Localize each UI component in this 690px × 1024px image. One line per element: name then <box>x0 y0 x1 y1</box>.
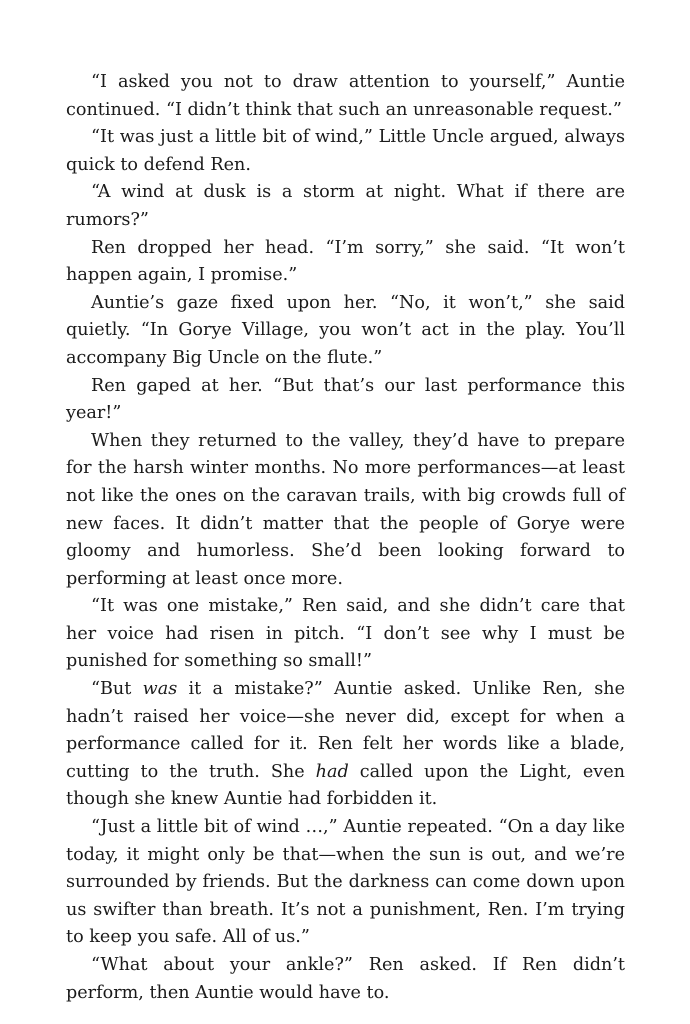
paragraph <box>66 235 625 290</box>
paragraph <box>66 593 625 676</box>
text-run: Auntie’s gaze fixed upon her. “No, it won’t,” she said quietly. “In Gorye Village, you won’t act in the play. You’ll accompany Big Uncle on the flute.” <box>66 292 625 368</box>
paragraph <box>66 676 625 814</box>
paragraph <box>66 179 625 234</box>
text-run: called upon the Light, even though she knew Auntie had forbidden it. <box>66 761 625 810</box>
text-run: “It was just a little bit of wind,” Little Uncle argued, always quick to defend Ren. <box>66 127 625 175</box>
text-run: When they returned to the valley, they’d have to prepare for the harsh winter months. No more performances—at least not like the ones on the caravan trails, with big crowds full of new faces. It didn’t matter that the people of Gorye were gloomy and humorless. She’d been looking forward to performing at least once more. <box>66 430 625 589</box>
text-run: “But <box>91 679 143 700</box>
text-run: “I asked you not to draw attention to yourself,” Auntie continued. “I didn’t think that such an unreasonable request.” <box>66 72 625 120</box>
text-run: “A wind at dusk is a storm at night. What if there are rumors?” <box>66 182 625 230</box>
paragraph <box>66 124 625 179</box>
paragraph <box>66 69 625 124</box>
paragraph <box>66 814 625 952</box>
paragraph <box>66 428 625 594</box>
paragraph <box>66 290 625 373</box>
text-run: “Just a little bit of wind …,” Auntie repeated. “On a day like today, it might only be that—when the sun is out, and we’re surrounded by friends. But the darkness can come down upon us swifter than breath. It’s not a punishment, Ren. I’m trying to keep you safe. All of us.” <box>66 817 625 948</box>
text-run: it a mistake?” Auntie asked. Unlike Ren, she hadn’t raised her voice—she never did, except for when a performance called for it. Ren felt her words like a blade, cutting to the truth. She <box>66 679 626 782</box>
book-page-text <box>66 69 625 1007</box>
text-run: “It was one mistake,” Ren said, and she didn’t care that her voice had risen in pitch. “I don’t see why I must be punished for something so small!” <box>66 596 625 672</box>
text-run: Ren dropped her head. “I’m sorry,” she said. “It won’t happen again, I promise.” <box>66 237 625 286</box>
text-run: “What about your ankle?” Ren asked. If Ren didn’t perform, then Auntie would have to. <box>66 955 625 1003</box>
text-run: Ren gaped at her. “But that’s our last performance this year!” <box>66 375 625 424</box>
paragraph <box>66 373 625 428</box>
paragraph <box>66 952 625 1007</box>
italic-text-run: had <box>315 761 349 782</box>
italic-text-run: was <box>142 679 178 700</box>
